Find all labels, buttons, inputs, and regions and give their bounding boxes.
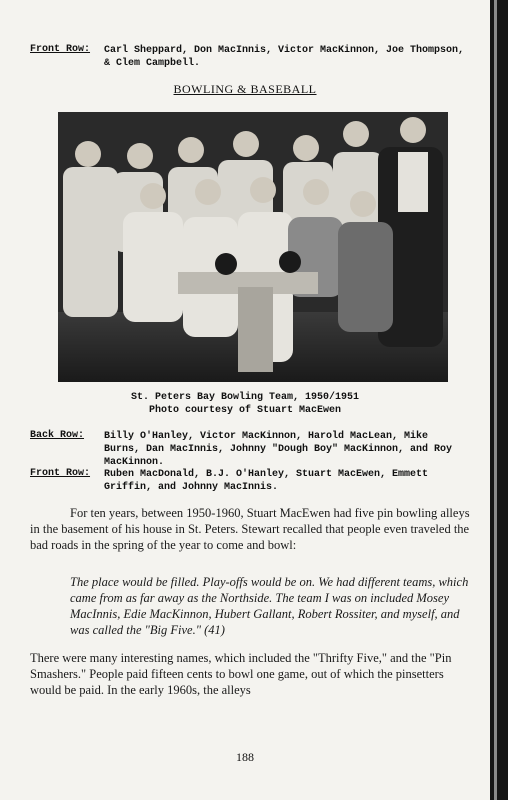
front-row-label: Front Row: (30, 468, 91, 479)
photo-caption-title: St. Peters Bay Bowling Team, 1950/1951 (130, 392, 360, 403)
photo-caption-credit: Photo courtesy of Stuart MacEwen (148, 405, 342, 416)
section-title: BOWLING & BASEBALL (173, 82, 317, 96)
back-row-label: Back Row: (30, 430, 85, 441)
page-edge-shadow (490, 0, 508, 800)
top-front-row-label: Front Row: (30, 44, 91, 55)
top-front-row-names: Carl Sheppard, Don MacInnis, Victor MacKinnon, Joe Thompson, & Clem Campbell. (104, 45, 465, 69)
paragraph-2: There were many interesting names, which included the "Thrifty Five," and the "Pin Smashers." People paid fifteen cents to bowl one game, out of which the pinsetters would be paid. In the early 1960s, the alleys (30, 651, 452, 697)
front-row-names: Ruben MacDonald, B.J. O'Hanley, Stuart MacEwen, Emmett Griffin, and Johnny MacInnis. (104, 469, 429, 493)
block-quote: The place would be filled. Play-offs would be on. We had different teams, which came from as far away as the Northside. The team I was on included Mosey MacInnis, Edie MacKinnon, Hubert Gallant, Robert Rossiter, and myself, and was called the "Big Five." (41) (70, 575, 469, 637)
back-row-names: Billy O'Hanley, Victor MacKinnon, Harold MacLean, Mike Burns, Dan MacInnis, Johnny "Dough Boy" MacKinnon, and Roy MacKinnon. (104, 431, 453, 468)
team-photo-illustration (58, 112, 448, 382)
paragraph-1: For ten years, between 1950-1960, Stuart MacEwen had five pin bowling alleys in the basement of his house in St. Peters. Stewart recalled that people even traveled the bad roads in the spring of the year to come and bowl: (30, 506, 470, 552)
page-number: 188 (236, 750, 254, 764)
team-photo (58, 112, 448, 382)
page-edge-line (494, 0, 497, 800)
